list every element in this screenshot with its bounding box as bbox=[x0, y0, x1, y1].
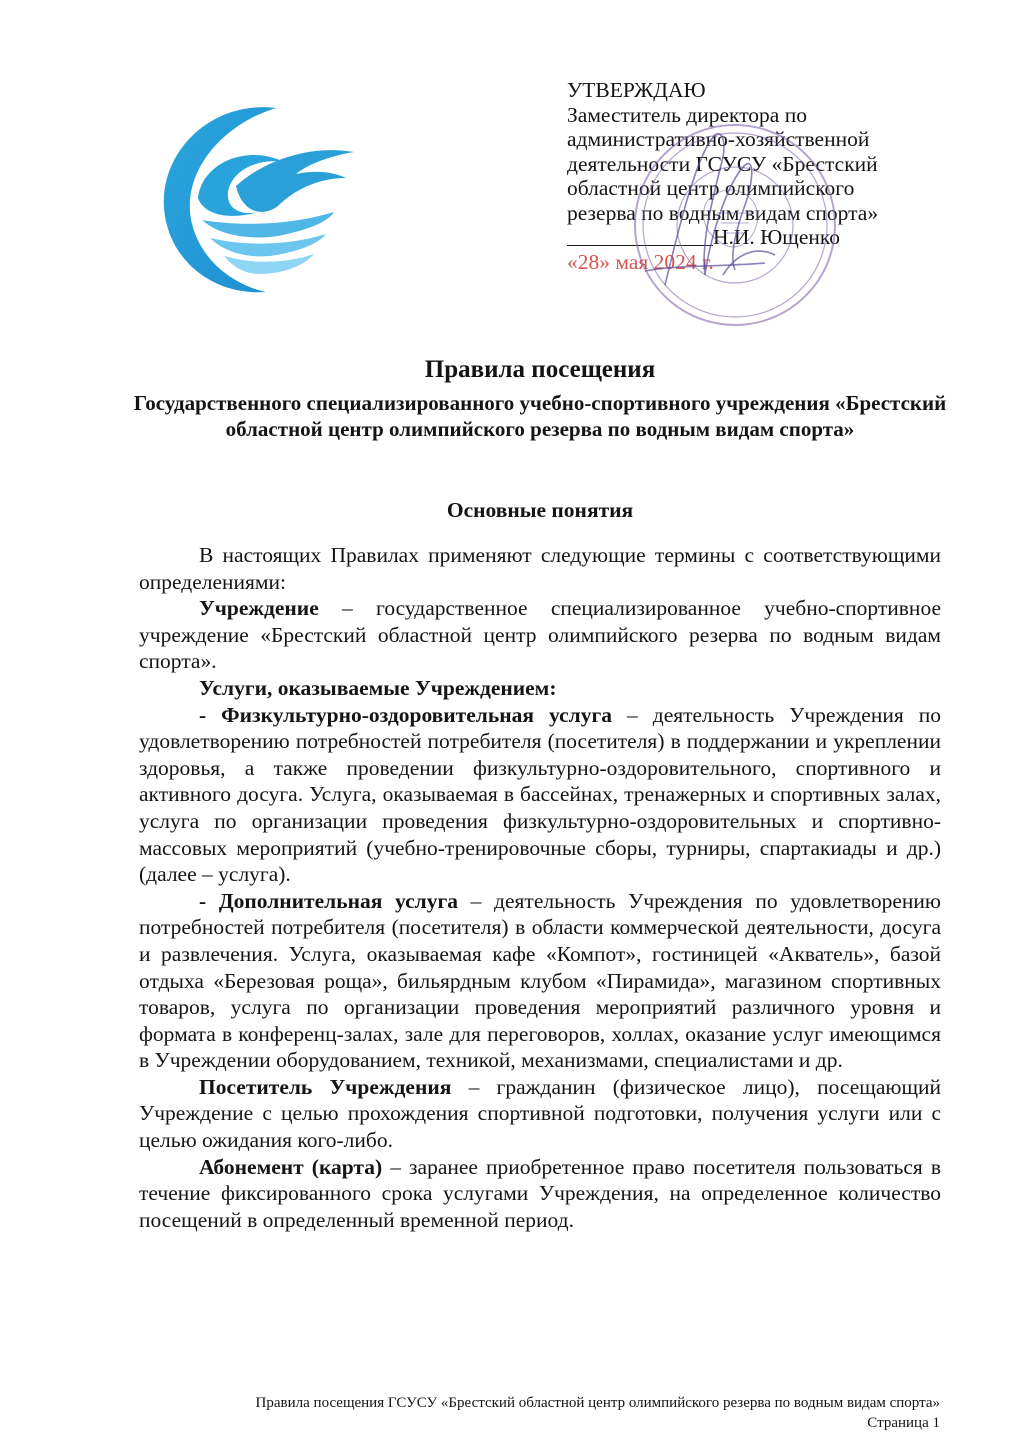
signer-name: Н.И. Ющенко bbox=[713, 225, 840, 249]
section-title: Основные понятия bbox=[446, 498, 634, 522]
page-number: Страница 1 bbox=[867, 1415, 940, 1431]
signature-underline bbox=[567, 245, 713, 246]
organization-logo bbox=[158, 100, 358, 300]
signature-line bbox=[567, 225, 947, 250]
document-body bbox=[139, 542, 941, 1233]
page-footer bbox=[100, 1393, 940, 1433]
document-title bbox=[100, 354, 980, 442]
paragraph-visitor bbox=[139, 1074, 941, 1154]
paragraph-subscription bbox=[139, 1154, 941, 1234]
paragraph-services-heading bbox=[139, 675, 941, 702]
paragraph-institution bbox=[139, 595, 941, 675]
term-services: Услуги, оказываемые Учреждением: bbox=[199, 675, 557, 700]
approval-line: областной центр олимпийского bbox=[567, 176, 855, 200]
definition-fitness-service: – деятельность Учреждения по удовлетворению потребностей потребителя (посетителя) в поддержании и укреплении здоровья, а также проведении физкультурно-оздоровительного, спортивного и активного досуга. Услуга, оказываемая в бассейнах, тренажерных и спортивных залах, услуга по организации проведения физкультурно-оздоровительных и спортивно-массовых мероприятий (учебно-тренировочные сборы, турниры, спартакиады и др.) (далее – услуга). bbox=[139, 702, 941, 887]
term-fitness-service: - Физкультурно-оздоровительная услуга bbox=[199, 702, 612, 727]
approval-line: деятельности ГСУСУ «Брестский bbox=[567, 151, 878, 176]
definition-visitor: – гражданин (физическое лицо), посещающий Учреждение с целью прохождения спортивной подготовки, получения услуги или с целью ожидания кого-либо. bbox=[139, 1074, 942, 1153]
title-subtitle: Государственного специализированного учебно-спортивного учреждения «Брестский областной центр олимпийского резерва по водным видам спорта» bbox=[133, 391, 947, 441]
approval-line: резерва по водным видам спорта» bbox=[567, 200, 879, 225]
definition-subscription: – заранее приобретенное право посетителя пользоваться в течение фиксированного срока услугами Учреждения, на определенное количество посещений в определенный временной период. bbox=[139, 1154, 941, 1232]
approval-line: административно-хозяйственной bbox=[567, 127, 870, 151]
definition-additional-service: – деятельность Учреждения по удовлетворению потребностей потребителя (посетителя) в области коммерческой деятельности, досуга и развлечения. Услуга, оказываемая кафе «Компот», гостиницей «Акватель», базой отдыха «Березовая роща», бильярдным клубом «Пирамида», магазином спортивных товаров, услуга по организации проведения мероприятий различного уровня и формата в конференц-залах, зале для переговоров, холлах, оказание услуг имеющимся в Учреждении оборудованием, техникой, механизмами, специалистами и др. bbox=[139, 888, 941, 1073]
approval-line: Заместитель директора по bbox=[567, 102, 807, 127]
paragraph-intro: В настоящих Правилах применяют следующие термины с соответствующими определениями: bbox=[139, 543, 941, 594]
term-visitor: Посетитель Учреждения bbox=[199, 1074, 452, 1099]
title-main: Правила посещения bbox=[424, 356, 656, 383]
paragraph-fitness-service bbox=[139, 702, 941, 888]
definition-institution: – государственное специализированное учебно-спортивное учреждение «Брестский областной центр олимпийского резерва по водным видам спорта». bbox=[139, 596, 941, 674]
term-subscription: Абонемент (карта) bbox=[199, 1154, 383, 1179]
term-additional-service: - Дополнительная услуга bbox=[199, 888, 458, 913]
paragraph-additional-service bbox=[139, 888, 941, 1074]
footer-document-name: Правила посещения ГСУСУ «Брестский областной центр олимпийского резерва по водным видам спорта» bbox=[255, 1395, 940, 1411]
approval-date: «28» мая 2024 г. bbox=[567, 249, 714, 274]
approval-block bbox=[567, 78, 947, 274]
term-institution: Учреждение bbox=[199, 596, 319, 621]
approval-heading: УТВЕРЖДАЮ bbox=[567, 78, 706, 102]
